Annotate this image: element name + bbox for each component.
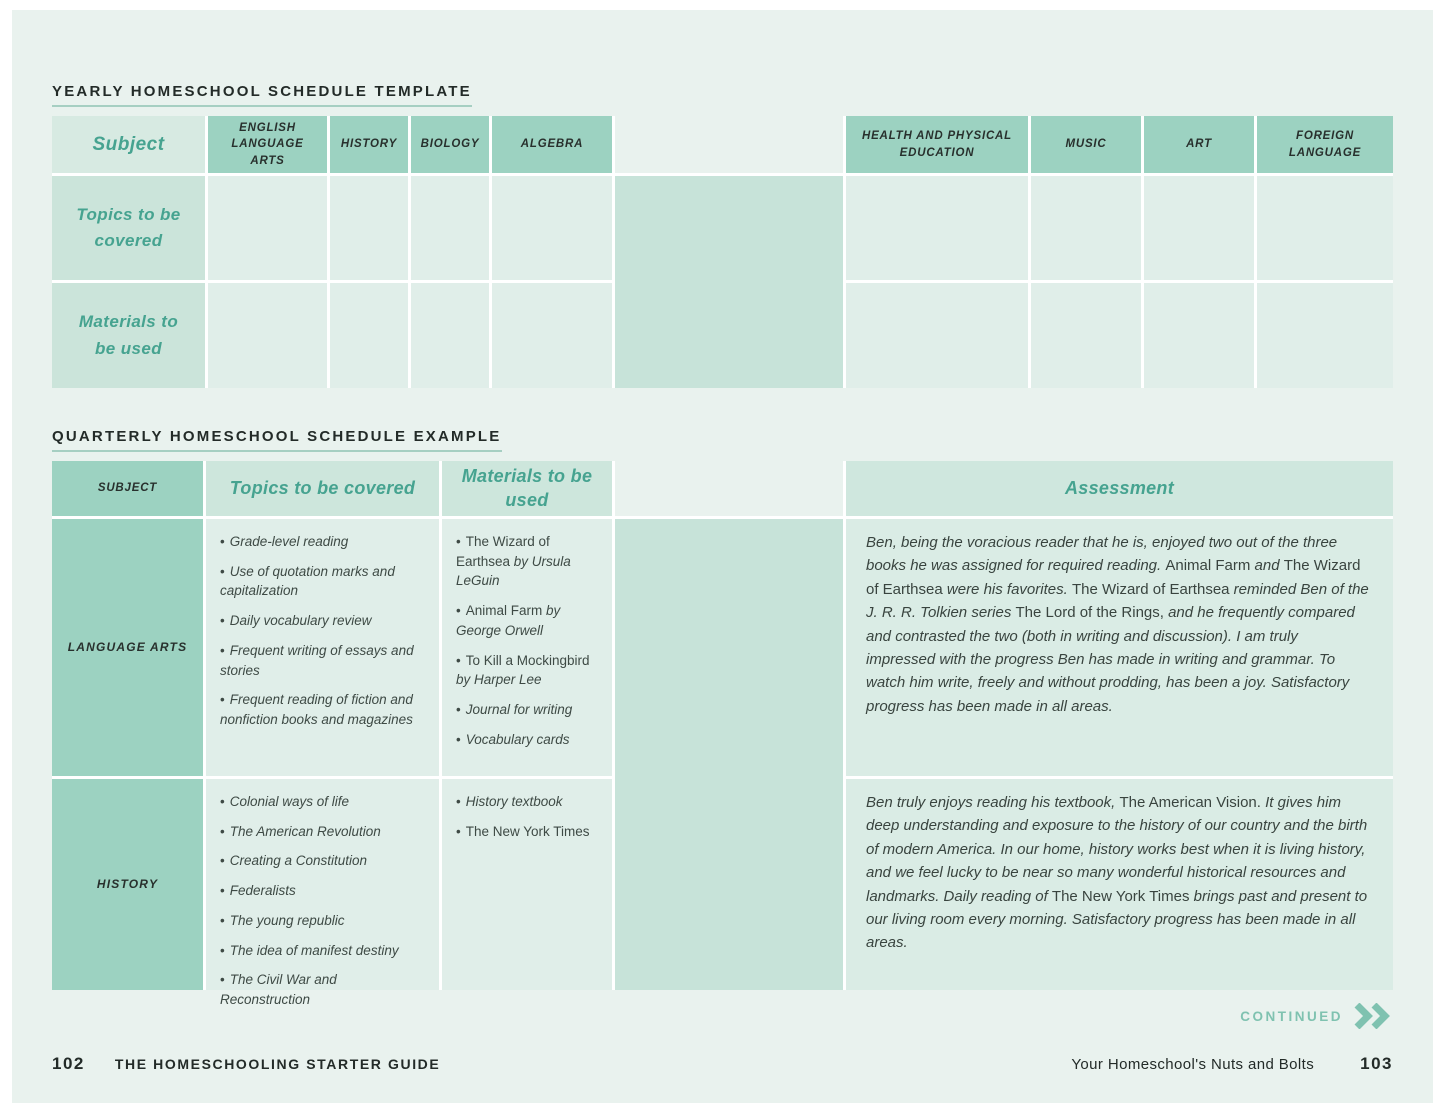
bullet-item: • The American Revolution: [220, 823, 381, 839]
footer-left: [52, 1054, 440, 1074]
bullet-dot: •: [456, 823, 461, 839]
quarterly-spacer-header: [615, 461, 843, 516]
page-number-right: 103: [1360, 1054, 1393, 1073]
bullet-item: • Grade-level reading: [220, 534, 349, 549]
empty-cell: [330, 176, 408, 280]
quarterly-materials-header: Materials to be used: [442, 461, 612, 516]
bullet-dot: •: [220, 823, 225, 839]
bullet-dot: •: [456, 731, 461, 747]
yearly-col-history: HISTORY: [330, 116, 408, 173]
bullet-item: • Use of quotation marks and capitalization: [220, 563, 395, 599]
bullet-dot: •: [456, 652, 461, 668]
empty-cell: [411, 283, 489, 388]
assessment-language-arts: [846, 519, 1393, 776]
bullet-item: • Frequent writing of essays and stories: [220, 642, 414, 678]
empty-cell: [1257, 176, 1393, 280]
yearly-col-foreign-language: FOREIGN LANGUAGE: [1257, 116, 1393, 173]
bullet-item: • Frequent reading of fiction and nonfiction books and magazines: [220, 692, 413, 727]
bullet-item: • The young republic: [220, 912, 345, 928]
empty-cell: [1257, 283, 1393, 388]
chapter-title: Your Homeschool's Nuts and Bolts: [1071, 1056, 1315, 1073]
assessment-text: Ben truly enjoys reading his textbook, The American Vision. It gives him deep understanding and exposure to the history of our country and the birth of modern America. In our home, history works best when it is living history, and we feel lucky to be near so many wonderful historical resources and landmarks. Daily reading of The New York Times brings past and present to our living room every morning. Satisfactory progress has been made in all areas.: [866, 794, 1368, 952]
bullet-dot: •: [456, 794, 461, 809]
bullet-dot: •: [220, 613, 225, 629]
double-chevron-right-icon: [1353, 1003, 1391, 1029]
bullet-item: • Creating a Constitution: [220, 853, 368, 869]
bullet-dot: •: [220, 692, 225, 708]
bullet-item: • History textbook: [456, 794, 563, 809]
empty-cell: [330, 283, 408, 388]
continued-label: CONTINUED: [1240, 1008, 1343, 1024]
bullet-item: • The Wizard of Earthsea by Ursula LeGuin: [456, 534, 571, 589]
empty-cell: [411, 176, 489, 280]
bullet-item: • Federalists: [220, 883, 296, 899]
bullet-item: • Colonial ways of life: [220, 794, 350, 809]
yearly-spacer-header: [615, 116, 843, 173]
yearly-col-music: MUSIC: [1031, 116, 1141, 173]
yearly-schedule-table: [52, 116, 1393, 388]
page-content: [12, 10, 1433, 1074]
page-footer: [52, 1054, 1393, 1074]
yearly-col-algebra: ALGEBRA: [492, 116, 612, 173]
bullet-item: • Animal Farm by George Orwell: [456, 603, 561, 638]
bullet-dot: •: [220, 853, 225, 869]
bullet-item: • Vocabulary cards: [456, 731, 570, 747]
empty-cell: [208, 176, 327, 280]
yearly-corner-label: Subject: [92, 133, 165, 155]
yearly-col-health-pe: HEALTH AND PHYSICAL EDUCATION: [846, 116, 1028, 173]
bullet-dot: •: [220, 912, 225, 928]
bullet-item: • The New York Times: [456, 823, 590, 839]
yearly-row-materials-label: Materials to be used: [52, 283, 205, 388]
yearly-table-title: YEARLY HOMESCHOOL SCHEDULE TEMPLATE: [52, 83, 472, 107]
quarterly-table-title: QUARTERLY HOMESCHOOL SCHEDULE EXAMPLE: [52, 428, 502, 452]
empty-cell: [1031, 283, 1141, 388]
empty-cell: [1144, 283, 1254, 388]
assessment-history: [846, 779, 1393, 990]
bullet-item: • The idea of manifest destiny: [220, 942, 399, 958]
bullet-dot: •: [456, 603, 461, 619]
bullet-dot: •: [220, 883, 225, 899]
quarterly-spacer-block: [615, 519, 843, 990]
quarterly-subject-header: SUBJECT: [52, 461, 203, 516]
empty-cell: [846, 176, 1028, 280]
empty-cell: [208, 283, 327, 388]
yearly-col-biology: BIOLOGY: [411, 116, 489, 173]
quarterly-assessment-header: Assessment: [846, 461, 1393, 516]
quarterly-topics-header: Topics to be covered: [206, 461, 439, 516]
book-title: THE HOMESCHOOLING STARTER GUIDE: [114, 1056, 441, 1072]
bullet-dot: •: [220, 942, 225, 958]
bullet-item: • Journal for writing: [456, 701, 573, 717]
quarterly-schedule-table: [52, 461, 1393, 1007]
bullet-dot: •: [220, 642, 225, 658]
bullet-dot: •: [456, 701, 461, 717]
empty-cell: [1144, 176, 1254, 280]
bullet-dot: •: [220, 972, 225, 988]
materials-list-language-arts: [442, 519, 612, 776]
subject-cell-history: HISTORY: [52, 779, 203, 990]
yearly-col-english-language-arts: ENGLISH LANGUAGE ARTS: [208, 116, 327, 173]
empty-cell: [492, 176, 612, 280]
bullet-dot: •: [456, 534, 461, 549]
yearly-col-art: ART: [1144, 116, 1254, 173]
subject-cell-language-arts: LANGUAGE ARTS: [52, 519, 203, 776]
bullet-dot: •: [220, 534, 225, 549]
assessment-text: Ben, being the voracious reader that he is, enjoyed two out of the three books he was assigned for required reading. Animal Farm and The Wizard of Earthsea were his favorites. The Wizard of Earthsea reminded Ben of the J. R. R. Tolkien series The Lord of the Rings, and he frequently compared and contrasted the two (both in writing and discussion). I am truly impressed with the progress Ben has made in writing and grammar. To watch him write, freely and without prodding, has been a joy. Satisfactory progress has been made in all areas.: [866, 534, 1369, 715]
topics-list-history: [206, 779, 439, 1007]
bullet-dot: •: [220, 794, 225, 809]
bullet-item: • The Civil War and Reconstruction: [220, 972, 337, 1007]
yearly-spacer-block: [615, 176, 843, 388]
bullet-item: • Daily vocabulary review: [220, 613, 372, 629]
bullet-dot: •: [220, 563, 225, 579]
empty-cell: [1031, 176, 1141, 280]
yearly-row-topics-label: Topics to be covered: [52, 176, 205, 280]
empty-cell: [846, 283, 1028, 388]
topics-list-language-arts: [206, 519, 439, 776]
materials-list-history: [442, 779, 612, 990]
empty-cell: [492, 283, 612, 388]
footer-right: [1071, 1054, 1393, 1074]
book-page: [12, 10, 1433, 1103]
page-number-left: 102: [52, 1054, 85, 1073]
bullet-item: • To Kill a Mockingbird by Harper Lee: [456, 652, 590, 688]
yearly-corner-header: [52, 116, 205, 173]
